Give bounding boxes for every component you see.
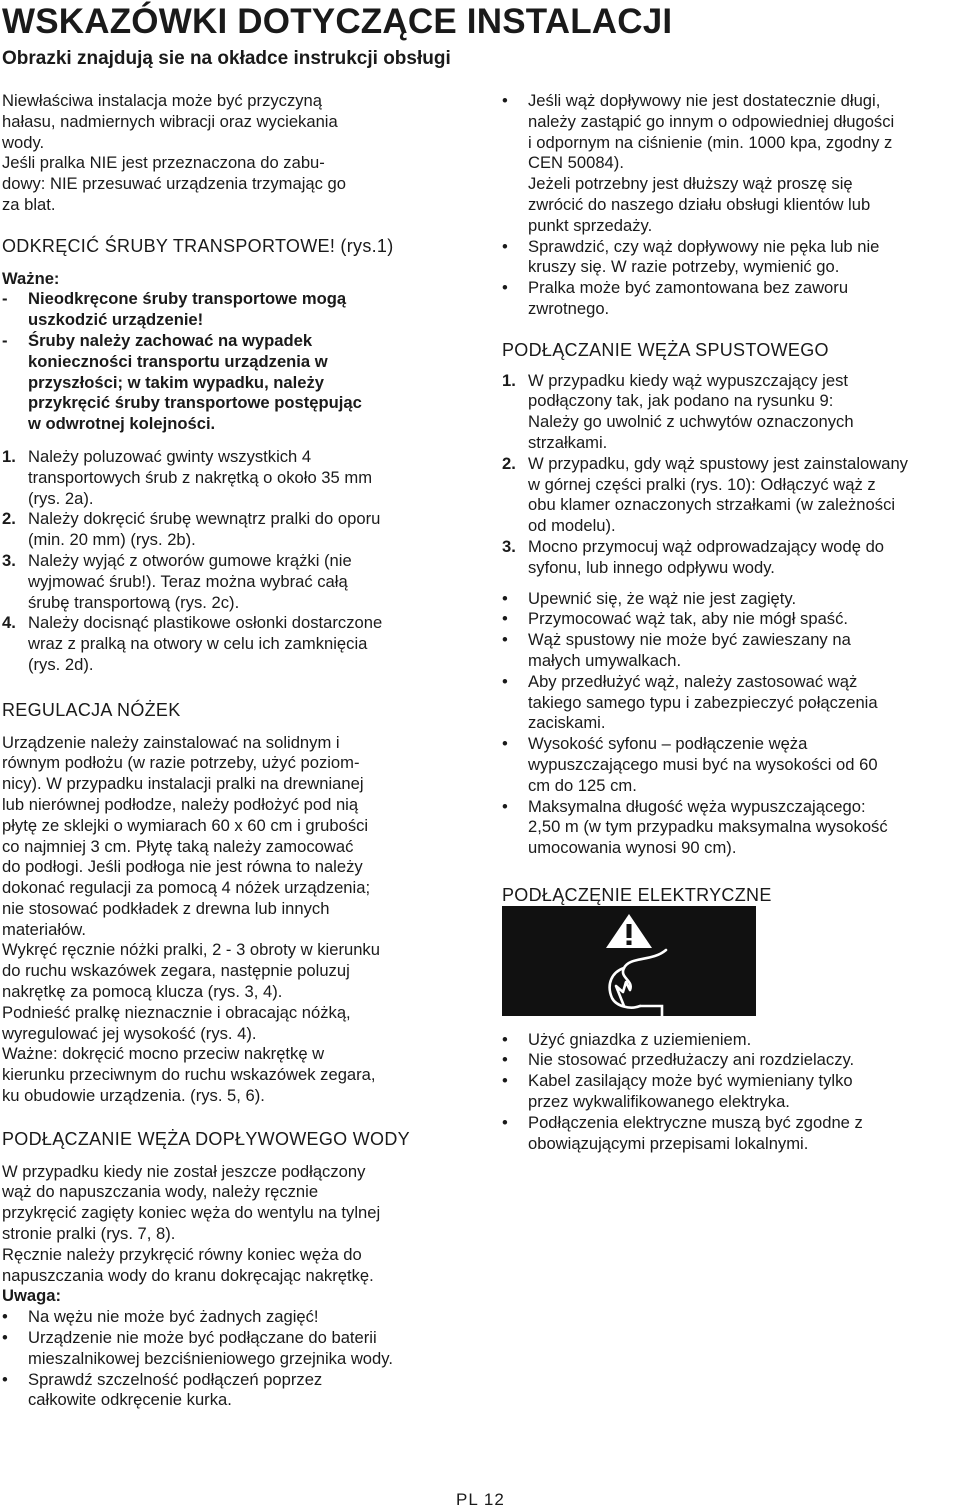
- text-line: zaciskami.: [528, 713, 606, 733]
- text-line: do ruchu wskazówek zegara, następnie poluzuj: [2, 961, 350, 981]
- text-line: Upewnić się, że wąż nie jest zagięty.: [528, 588, 797, 608]
- text-line: Wysokość syfonu – podłączenie węża: [528, 734, 808, 754]
- text-line: cm do 125 cm.: [528, 775, 637, 795]
- text-line: przyszłości; w takim wypadku, należy: [28, 372, 325, 392]
- text-line: Nie stosować przedłużaczy ani rozdzielaczy.: [528, 1050, 855, 1070]
- drain-bullets: [502, 589, 954, 859]
- text-line: dokonać regulacji za pomocą 4 nóżek urządzenia;: [2, 878, 371, 898]
- text-line: Nieodkręcone śruby transportowe mogą: [28, 289, 347, 309]
- text-line: obowiązującymi przepisami lokalnymi.: [528, 1133, 809, 1153]
- transport-heading: ODKRĘCIĆ ŚRUBY TRANSPORTOWE! (rys.1): [2, 235, 394, 256]
- text-line: kierunku przeciwnym do ruchu wskazówek zegara,: [2, 1065, 376, 1085]
- electric-heading: PODŁĄCZĘNIE ELEKTRYCZNE: [502, 884, 772, 905]
- text-line: 2,50 m (w tym przypadku maksymalna wysokość: [528, 817, 888, 837]
- step-number: 3.: [502, 536, 516, 556]
- list-item: • Urządzenie nie może być podłączane do baterii mieszalnikowej bezciśnieniowego grzejnika wody.: [2, 1328, 393, 1368]
- text-line: od modelu).: [528, 516, 616, 536]
- text-line: Ręcznie należy przykręcić równy koniec węża do: [2, 1244, 362, 1264]
- text-line: Jeśli pralka NIE jest przeznaczona do zabu-: [2, 153, 325, 173]
- text-line: śrubę transportową (rys. 2c).: [28, 592, 240, 612]
- text-line: równym podłożu (w razie potrzeby, użyć poziom-: [2, 753, 360, 773]
- text-line: materiałów.: [2, 919, 86, 939]
- list-item: • Nie stosować przedłużaczy ani rozdzielaczy.: [502, 1050, 855, 1070]
- text-line: Sprawdź szczelność podłączeń poprzez: [28, 1369, 323, 1389]
- text-line: i odpornym na ciśnienie (min. 1000 kpa, zgodny z: [528, 132, 893, 152]
- list-item: • Podłączenia elektryczne muszą być zgodne z obowiązującymi przepisami lokalnymi.: [502, 1112, 863, 1153]
- text-line: za blat.: [2, 194, 56, 214]
- text-line: Urządzenie nie może być podłączane do baterii: [28, 1328, 377, 1348]
- important-label: Ważne:: [2, 268, 60, 288]
- text-line: Maksymalna długość węża wypuszczającego:: [528, 796, 866, 816]
- text-line: Urządzenie należy zainstalować na solidnym i: [2, 732, 340, 752]
- text-line: dowy: NIE przesuwać urządzenia trzymając go: [2, 174, 347, 194]
- important-item: - Nieodkręcone śruby transportowe mogą uszkodzić urządzenie!: [2, 289, 347, 330]
- step-item: [502, 454, 954, 537]
- text-line: hałasu, nadmiernych wibracji oraz wyciekania: [2, 111, 338, 131]
- list-item: • Pralka może być zamontowana bez zaworu zwrotnego.: [502, 278, 849, 318]
- text-line: zwrócić do naszego działu obsługi klientów lub: [528, 194, 871, 214]
- text-line: podłączony tak, jak podano na rysunku 9:: [528, 391, 834, 411]
- text-line: Aby przedłużyć wąż, należy zastosować wąż: [528, 671, 858, 691]
- text-line: Na wężu nie może być żadnych zagięć!: [28, 1307, 319, 1327]
- text-line: Należy go uwolnić z uchwytów oznaczonych: [528, 412, 854, 432]
- text-line: Należy poluzować gwinty wszystkich 4: [28, 446, 312, 466]
- text-line: wody.: [2, 132, 45, 152]
- text-line: Podłączenia elektryczne muszą być zgodne z: [528, 1112, 863, 1132]
- note-label: Uwaga:: [2, 1286, 62, 1306]
- text-line: uszkodzić urządzenie!: [28, 310, 204, 330]
- text-line: Wąż spustowy nie może być zawieszany na: [528, 630, 851, 650]
- step-item: [2, 613, 460, 675]
- step-item: [2, 551, 460, 613]
- text-line: CEN 50084).: [528, 153, 624, 173]
- text-line: umocowania wynosi 90 cm).: [528, 838, 737, 858]
- list-item: • Sprawdzić, czy wąż dopływowy nie pęka lub nie kruszy się. W razie potrzeby, wymienić go.: [502, 236, 880, 277]
- text-line: całkowite odkręcenie kurka.: [28, 1390, 232, 1410]
- text-line: Kabel zasilający może być wymieniany tylko: [528, 1071, 853, 1091]
- list-item: • Użyć gniazdka z uziemieniem.: [502, 1029, 752, 1049]
- text-line: stronie pralki (rys. 7, 8).: [2, 1224, 176, 1244]
- text-line: transportowych śrub z nakrętką o około 35 mm: [28, 467, 373, 487]
- text-line: Pralka może być zamontowana bez zaworu: [528, 278, 849, 298]
- text-line: należy zastąpić go innym o odpowiedniej długości: [528, 111, 895, 131]
- text-line: Należy wyjąć z otworów gumowe krążki (nie: [28, 550, 352, 570]
- text-line: wyjmować śrub!). Teraz można wybrać całą: [28, 571, 348, 591]
- text-line: lub nierównej podłodze, należy podłożyć pod nią: [2, 794, 359, 814]
- text-line: w odwrotnej kolejności.: [28, 414, 216, 434]
- text-line: Mocno przymocuj wąż odprowadzający wodę do: [528, 536, 885, 556]
- text-line: syfonu, lub innego odpływu wody.: [528, 557, 775, 577]
- page-number: PL 12: [456, 1490, 505, 1509]
- feet-text: [2, 733, 460, 1107]
- text-line: nakrętkę za pomocą klucza (rys. 3, 4).: [2, 982, 283, 1002]
- transport-steps: [2, 447, 460, 676]
- text-line: wąż do napuszczania wody, należy ręcznie: [2, 1182, 319, 1202]
- text-line: przykręcić śruby transportowe postępując: [28, 393, 362, 413]
- text-line: Wykręć ręcznie nóżki pralki, 2 - 3 obroty w kierunku: [2, 940, 380, 960]
- electric-shock-warning-icon: [502, 906, 756, 1016]
- text-line: konieczności transportu urządzenia w: [28, 351, 328, 371]
- text-line: Użyć gniazdka z uziemieniem.: [528, 1029, 752, 1049]
- text-line: (rys. 2a).: [28, 488, 94, 508]
- step-item: [502, 371, 954, 454]
- text-line: ku obudowie urządzenia. (rys. 5, 6).: [2, 1086, 265, 1106]
- drain-heading: PODŁĄCZANIE WĘŻA SPUSTOWEGO: [502, 339, 829, 360]
- list-item: • Upewnić się, że wąż nie jest zagięty.: [502, 588, 797, 608]
- text-line: obu klamer oznaczonych strzałkami (w zależności: [528, 495, 896, 515]
- important-item: - Śruby należy zachować na wypadek konieczności transportu urządzenia w przyszłości; w takim wypadku, należy przykręcić śruby transportowe postępując w odwrotnej kolejności.: [2, 330, 362, 434]
- list-item: • Przymocować wąż tak, aby nie mógł spaść.: [502, 609, 849, 629]
- text-line: mieszalnikowej bezciśnieniowego grzejnika wody.: [28, 1348, 393, 1368]
- text-line: strzałkami.: [528, 432, 608, 452]
- list-item: • Aby przedłużyć wąż, należy zastosować wąż takiego samego typu i zabezpieczyć połączenia zaciskami.: [502, 671, 878, 733]
- text-line: W przypadku kiedy nie został jeszcze podłączony: [2, 1161, 366, 1181]
- electric-bullets: [502, 1030, 954, 1155]
- text-line: w górnej części pralki (rys. 10): Odłączyć wąż z: [528, 474, 876, 494]
- water-text: [2, 1162, 460, 1287]
- text-line: nie stosować podkładek z drewna lub innych: [2, 898, 330, 918]
- text-line: zwrotnego.: [528, 298, 610, 318]
- text-line: takiego samego typu i zabezpieczyć połączenia: [528, 692, 878, 712]
- text-line: Jeżeli potrzebny jest dłuższy wąż proszę się: [528, 174, 853, 194]
- text-line: płytę ze sklejki o wymiarach 60 x 60 cm i grubości: [2, 815, 369, 835]
- text-line: Przymocować wąż tak, aby nie mógł spaść.: [528, 609, 849, 629]
- text-line: wraz z pralką na otwory w celu ich zamknięcia: [28, 634, 368, 654]
- text-line: nicy). W przypadku instalacji pralki na drewnianej: [2, 774, 364, 794]
- feet-heading: REGULACJA NÓŻEK: [2, 699, 181, 720]
- text-line: Podnieść pralkę nieznacznie i obracając nóżką,: [2, 1002, 351, 1022]
- right-column: [502, 91, 954, 1154]
- text-line: co najmniej 3 cm. Płytę taką należy zamocować: [2, 836, 354, 856]
- step-number: 2.: [2, 509, 16, 529]
- step-item: [2, 509, 460, 551]
- step-number: 2.: [502, 453, 516, 473]
- water-heading: PODŁĄCZANIE WĘŻA DOPŁYWOWEGO WODY: [2, 1128, 410, 1149]
- text-line: Sprawdzić, czy wąż dopływowy nie pęka lub nie: [528, 236, 880, 256]
- text-line: wypuszczającego musi być na wysokości od 60: [528, 754, 878, 774]
- text-line: przez wykwalifikowanego elektryka.: [528, 1092, 790, 1112]
- text-line: (rys. 2d).: [28, 654, 94, 674]
- list-item: • Jeśli wąż dopływowy nie jest dostatecznie długi, należy zastąpić go innym o odpowiedniej długości i odpornym na ciśnienie (min. 1000 kpa, zgodny z CEN 50084). Jeżeli potrzebny jest dłuższy wąż proszę się zwrócić do naszego działu obsługi klientów lub punkt sprzedaży.: [502, 91, 895, 235]
- text-line: do podłogi. Jeśli podłoga nie jest równa to należy: [2, 857, 363, 877]
- text-line: W przypadku kiedy wąż wypuszczający jest: [528, 370, 849, 390]
- text-line: Ważne: dokręcić mocno przeciw nakrętkę w: [2, 1044, 325, 1064]
- text-line: kruszy się. W razie potrzeby, wymienić go.: [528, 257, 840, 277]
- text-line: małych umywalkach.: [528, 650, 682, 670]
- step-item: [502, 537, 954, 579]
- drain-steps: [502, 371, 954, 579]
- text-line: W przypadku, gdy wąż spustowy jest zainstalowany: [528, 453, 908, 473]
- text-line: Śruby należy zachować na wypadek: [28, 330, 313, 350]
- step-number: 4.: [2, 613, 16, 633]
- page-title: WSKAZÓWKI DOTYCZĄCE INSTALACJI: [2, 2, 673, 41]
- list-item: • Na wężu nie może być żadnych zagięć!: [2, 1307, 319, 1327]
- page-subtitle: Obrazki znajdują sie na okładce instrukcji obsługi: [2, 48, 451, 69]
- list-item: • Kabel zasilający może być wymieniany tylko przez wykwalifikowanego elektryka.: [502, 1071, 853, 1112]
- step-number: 1.: [2, 446, 16, 466]
- text-line: Należy dokręcić śrubę wewnątrz pralki do oporu: [28, 509, 381, 529]
- text-line: Niewłaściwa instalacja może być przyczyną: [2, 91, 323, 110]
- text-line: wyregulować jej wysokość (rys. 4).: [2, 1023, 257, 1043]
- text-line: napuszczania wody do kranu dokręcając nakrętkę.: [2, 1265, 374, 1285]
- text-line: punkt sprzedaży.: [528, 215, 653, 235]
- step-number: 3.: [2, 550, 16, 570]
- list-item: • Sprawdź szczelność podłączeń poprzez całkowite odkręcenie kurka.: [2, 1369, 323, 1410]
- list-item: • Wysokość syfonu – podłączenie węża wypuszczającego musi być na wysokości od 60 cm do 125 cm.: [502, 734, 878, 795]
- text-line: (min. 20 mm) (rys. 2b).: [28, 530, 196, 550]
- left-column: [2, 91, 460, 1411]
- text-line: przykręcić zagięty koniec węża do wentylu na tylnej: [2, 1203, 381, 1223]
- step-number: 1.: [502, 370, 516, 390]
- list-item: • Wąż spustowy nie może być zawieszany na małych umywalkach.: [502, 630, 851, 670]
- list-item: • Maksymalna długość węża wypuszczającego: 2,50 m (w tym przypadku maksymalna wysokość umocowania wynosi 90 cm).: [502, 796, 888, 858]
- intro-text: [2, 91, 460, 216]
- text-line: Należy docisnąć plastikowe osłonki dostarczone: [28, 613, 383, 633]
- step-item: [2, 447, 460, 509]
- text-line: Jeśli wąż dopływowy nie jest dostatecznie długi,: [528, 91, 881, 110]
